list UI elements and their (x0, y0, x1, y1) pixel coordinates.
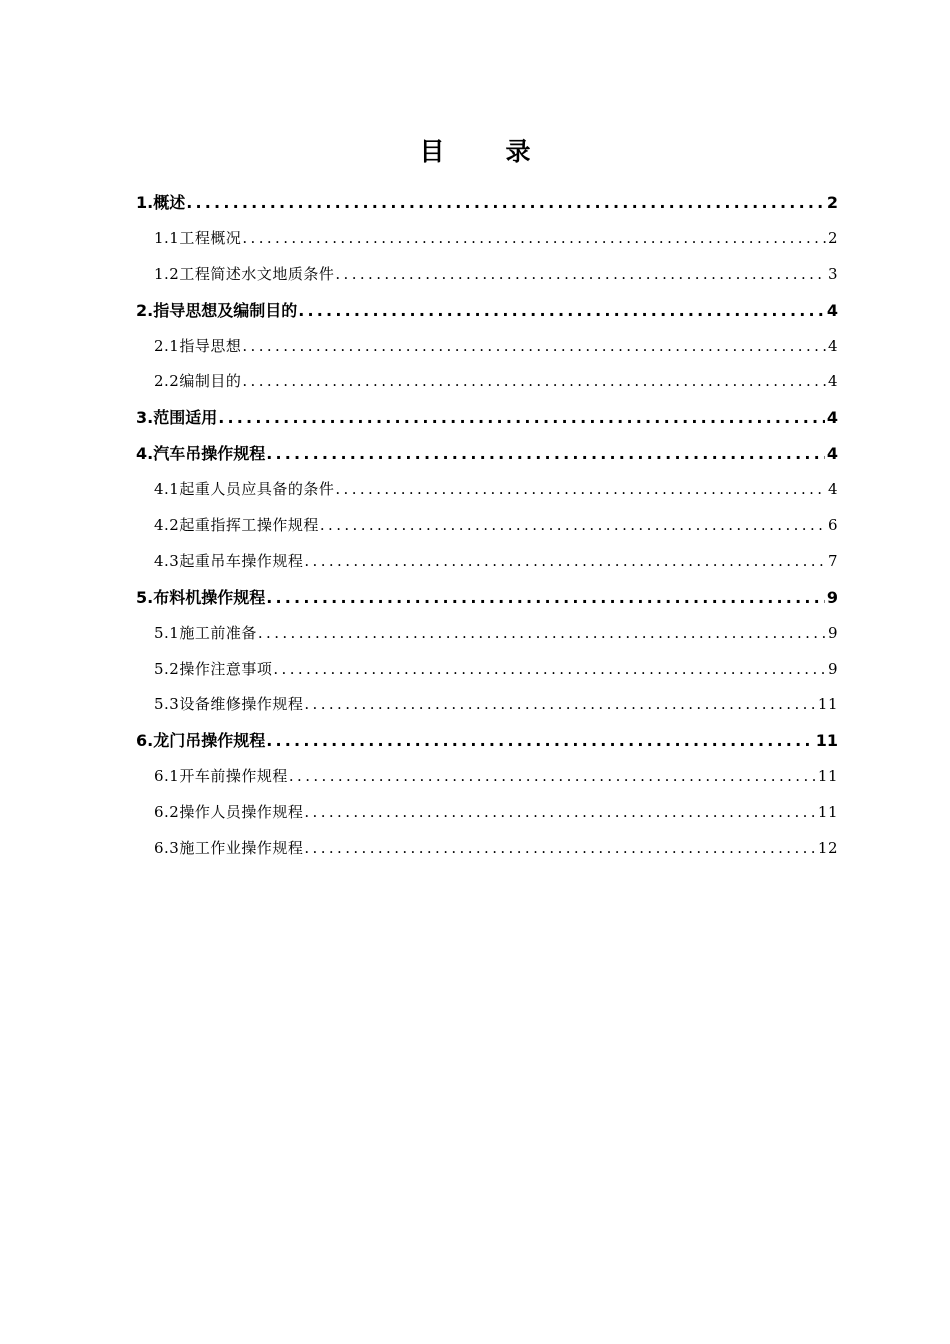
toc-entry-label: 6.龙门吊操作规程 (136, 731, 266, 751)
toc-dot-leader (335, 257, 826, 293)
toc-entry-label: 1.概述 (136, 193, 186, 212)
toc-entry[interactable] (136, 472, 838, 508)
toc-dot-leader (258, 616, 826, 652)
toc-dot-leader (242, 329, 826, 365)
toc-page-number: 2 (827, 228, 838, 247)
toc-entry[interactable] (136, 221, 838, 257)
toc-dot-leader (320, 508, 826, 544)
toc-entry-label: 4.2起重指挥工操作规程 (154, 516, 319, 535)
toc-page-number: 9 (827, 659, 838, 678)
toc-entry[interactable] (136, 652, 838, 688)
toc-dot-leader (298, 293, 825, 329)
toc-page-number: 4 (826, 444, 838, 464)
toc-entry-label: 5.1施工前准备 (154, 623, 257, 642)
toc-entry[interactable] (136, 364, 838, 400)
toc-page-number: 4 (827, 336, 838, 355)
toc-page-number: 4 (827, 480, 838, 499)
toc-dot-leader (304, 687, 816, 723)
toc-page-number: 9 (826, 587, 838, 607)
toc-entry-label: 6.2操作人员操作规程 (154, 803, 304, 822)
toc-entry[interactable] (136, 293, 838, 329)
toc-entry[interactable] (136, 723, 838, 759)
toc-entry[interactable] (136, 616, 838, 652)
toc-entry[interactable] (136, 795, 838, 831)
toc-entry[interactable] (136, 400, 838, 436)
toc-page-number: 4 (826, 408, 838, 428)
toc-entry[interactable] (136, 831, 838, 867)
toc-dot-leader (266, 580, 825, 616)
toc-entry[interactable] (136, 759, 838, 795)
toc-dot-leader (289, 759, 816, 795)
toc-dot-leader (304, 831, 816, 867)
table-of-contents (136, 185, 838, 867)
toc-entry-label: 4.1起重人员应具备的条件 (154, 480, 335, 499)
toc-entry-label: 1.1工程概况 (154, 228, 242, 247)
toc-dot-leader (186, 185, 825, 221)
toc-dot-leader (266, 436, 825, 472)
toc-page-number: 6 (827, 516, 838, 535)
page-title: 目 录 (419, 137, 549, 166)
toc-entry[interactable] (136, 544, 838, 580)
toc-entry-label: 4.汽车吊操作规程 (136, 444, 266, 464)
toc-dot-leader (218, 400, 825, 436)
toc-page-number: 11 (815, 731, 838, 751)
toc-entry[interactable] (136, 687, 838, 723)
toc-entry-label: 3.范围适用 (136, 408, 218, 428)
toc-entry[interactable] (136, 329, 838, 365)
toc-entry-label: 2.1指导思想 (154, 336, 242, 355)
toc-entry[interactable] (136, 508, 838, 544)
toc-dot-leader (335, 472, 826, 508)
toc-entry-label: 5.布料机操作规程 (136, 587, 266, 607)
toc-page-number: 2 (826, 193, 838, 212)
toc-dot-leader (304, 544, 826, 580)
toc-entry[interactable] (136, 257, 838, 293)
toc-entry-label: 5.2操作注意事项 (154, 659, 273, 678)
toc-page-number: 11 (817, 767, 838, 786)
toc-page-number: 11 (817, 803, 838, 822)
toc-dot-leader (273, 652, 826, 688)
toc-entry-label: 6.1开车前操作规程 (154, 767, 288, 786)
toc-page-number: 4 (827, 372, 838, 391)
toc-entry-label: 2.指导思想及编制目的 (136, 300, 298, 320)
toc-page-number: 4 (826, 300, 838, 320)
toc-entry[interactable] (136, 580, 838, 616)
toc-entry-label: 5.3设备维修操作规程 (154, 695, 304, 714)
toc-entry-label: 6.3施工作业操作规程 (154, 839, 304, 858)
toc-page-number: 12 (817, 839, 838, 858)
toc-page-number: 11 (817, 695, 838, 714)
toc-entry-label: 4.3起重吊车操作规程 (154, 551, 304, 570)
toc-entry[interactable] (136, 185, 838, 221)
toc-entry[interactable] (136, 436, 838, 472)
toc-dot-leader (242, 364, 826, 400)
toc-entry-label: 1.2工程简述水文地质条件 (154, 264, 335, 283)
toc-dot-leader (266, 723, 814, 759)
toc-page-number: 9 (827, 623, 838, 642)
toc-entry-label: 2.2编制目的 (154, 372, 242, 391)
toc-page-number: 7 (827, 551, 838, 570)
toc-dot-leader (242, 221, 826, 257)
toc-dot-leader (304, 795, 816, 831)
toc-page-number: 3 (827, 264, 838, 283)
